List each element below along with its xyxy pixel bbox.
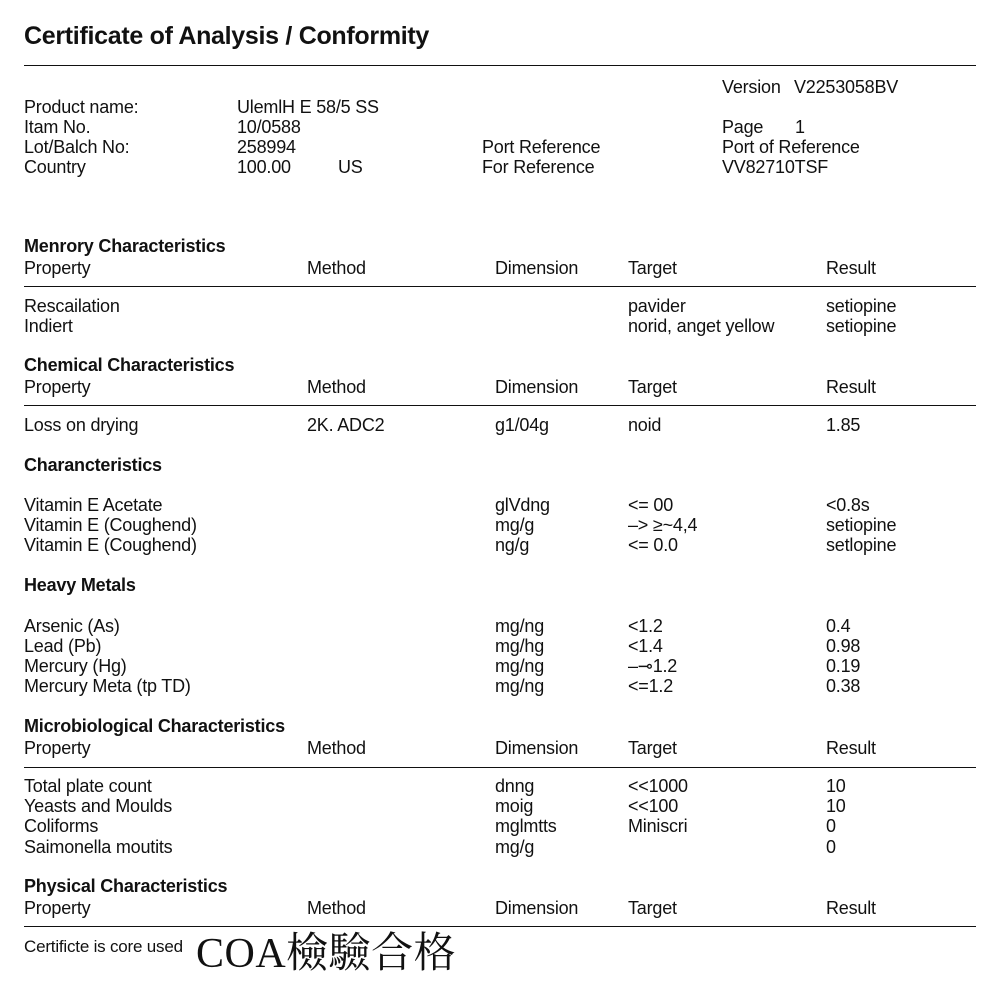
col-header-target: Target: [628, 898, 677, 918]
col-header-result: Result: [826, 258, 876, 278]
port-of-reference: Port of Reference: [722, 137, 860, 157]
cell-target: <<1000: [628, 776, 688, 796]
cell-target: –⊸1.2: [628, 656, 678, 676]
field-value-lot-no: 258994: [237, 137, 296, 157]
version-value: V2253058BV: [794, 77, 899, 97]
field-label-lot-no: Lot/Balch No:: [24, 137, 130, 157]
cell-target: Miniscri: [628, 816, 688, 836]
col-header-dimension: Dimension: [495, 738, 579, 758]
cell-result: 0.98: [826, 636, 861, 656]
cell-result: 0: [826, 837, 836, 857]
cell-property: Vitamin E Acetate: [24, 495, 163, 515]
cell-property: Indiert: [24, 316, 73, 336]
cell-property: Saimonella moutits: [24, 837, 173, 857]
col-header-result: Result: [826, 738, 876, 758]
cell-result: 0.4: [826, 616, 851, 636]
cell-result: 10: [826, 776, 846, 796]
cell-target: <= 00: [628, 495, 674, 515]
cell-dimension: mg/ng: [495, 676, 545, 696]
col-header-target: Target: [628, 738, 677, 758]
table-divider: [24, 286, 976, 287]
cell-dimension: mglmtts: [495, 816, 557, 836]
cell-dimension: g1/04g: [495, 415, 549, 435]
cell-property: Total plate count: [24, 776, 152, 796]
port-reference-label: Port Reference: [482, 137, 601, 157]
cell-property: Vitamin E (Coughend): [24, 535, 197, 555]
section-title: Menrory Characteristics: [24, 236, 226, 256]
col-header-property: Property: [24, 377, 91, 397]
col-header-result: Result: [826, 898, 876, 918]
page-label: Page: [722, 117, 764, 137]
coa-stamp: COA檢驗合格: [196, 931, 457, 977]
col-header-method: Method: [307, 738, 366, 758]
cell-property: Vitamin E (Coughend): [24, 515, 197, 535]
col-header-method: Method: [307, 898, 366, 918]
cell-target: <=1.2: [628, 676, 674, 696]
table-divider: [24, 926, 976, 927]
section-title: Physical Characteristics: [24, 876, 228, 896]
col-header-dimension: Dimension: [495, 377, 579, 397]
field-value-item-no: 10/0588: [237, 117, 301, 137]
cell-method: 2K. ADC2: [307, 415, 385, 435]
cell-property: Yeasts and Moulds: [24, 796, 173, 816]
cell-dimension: mg/hg: [495, 636, 545, 656]
cell-target: <1.2: [628, 616, 663, 636]
cell-dimension: glVdng: [495, 495, 550, 515]
reference-code: VV82710TSF: [722, 157, 829, 177]
cell-result: setiopine: [826, 316, 897, 336]
cell-dimension: moig: [495, 796, 534, 816]
cell-property: Coliforms: [24, 816, 99, 836]
cell-target: norid, anget yellow: [628, 316, 775, 336]
cell-property: Mercury (Hg): [24, 656, 127, 676]
table-divider: [24, 767, 976, 768]
cell-result: 0.19: [826, 656, 861, 676]
cell-dimension: ng/g: [495, 535, 530, 555]
cell-result: 0: [826, 816, 836, 836]
field-label-item-no: Itam No.: [24, 117, 91, 137]
cell-target: –> ≥~4,4: [628, 515, 698, 535]
version-label: Version: [722, 77, 781, 97]
cell-result: setlopine: [826, 535, 897, 555]
cell-dimension: dnng: [495, 776, 535, 796]
cell-result: <0.8s: [826, 495, 870, 515]
col-header-target: Target: [628, 377, 677, 397]
cell-target: <1.4: [628, 636, 663, 656]
field-label-product-name: Product name:: [24, 97, 139, 117]
col-header-target: Target: [628, 258, 677, 278]
field-label-country: Country: [24, 157, 86, 177]
col-header-method: Method: [307, 258, 366, 278]
cell-property: Lead (Pb): [24, 636, 102, 656]
field-value-country: 100.00: [237, 157, 291, 177]
cell-result: 0.38: [826, 676, 861, 696]
section-title: Chemical Characteristics: [24, 355, 235, 375]
for-reference-label: For Reference: [482, 157, 595, 177]
cell-property: Rescailation: [24, 296, 120, 316]
page-title: Certificate of Analysis / Conformity: [24, 22, 430, 50]
title-divider: [24, 65, 976, 66]
col-header-dimension: Dimension: [495, 898, 579, 918]
page-value: 1: [795, 117, 805, 137]
cell-property: Mercury Meta (tp TD): [24, 676, 191, 696]
table-divider: [24, 405, 976, 406]
cell-dimension: mg/g: [495, 515, 535, 535]
section-title: Heavy Metals: [24, 575, 136, 595]
footer-note: Certificte is core used: [24, 937, 183, 956]
section-title: Charancteristics: [24, 455, 162, 475]
cell-dimension: mg/ng: [495, 656, 545, 676]
col-header-property: Property: [24, 258, 91, 278]
cell-target: <<100: [628, 796, 679, 816]
cell-target: <= 0.0: [628, 535, 678, 555]
cell-result: 10: [826, 796, 846, 816]
field-value-product-name: UlemlH E 58/5 SS: [237, 97, 379, 117]
section-title: Microbiological Characteristics: [24, 716, 285, 736]
cell-result: setiopine: [826, 296, 897, 316]
col-header-property: Property: [24, 898, 91, 918]
col-header-property: Property: [24, 738, 91, 758]
cell-property: Loss on drying: [24, 415, 139, 435]
col-header-result: Result: [826, 377, 876, 397]
cell-target: noid: [628, 415, 662, 435]
cell-target: pavider: [628, 296, 686, 316]
cell-property: Arsenic (As): [24, 616, 120, 636]
col-header-method: Method: [307, 377, 366, 397]
cell-result: setiopine: [826, 515, 897, 535]
cell-dimension: mg/ng: [495, 616, 545, 636]
cell-result: 1.85: [826, 415, 861, 435]
cell-dimension: mg/g: [495, 837, 535, 857]
field-extra-country: US: [338, 157, 363, 177]
col-header-dimension: Dimension: [495, 258, 579, 278]
